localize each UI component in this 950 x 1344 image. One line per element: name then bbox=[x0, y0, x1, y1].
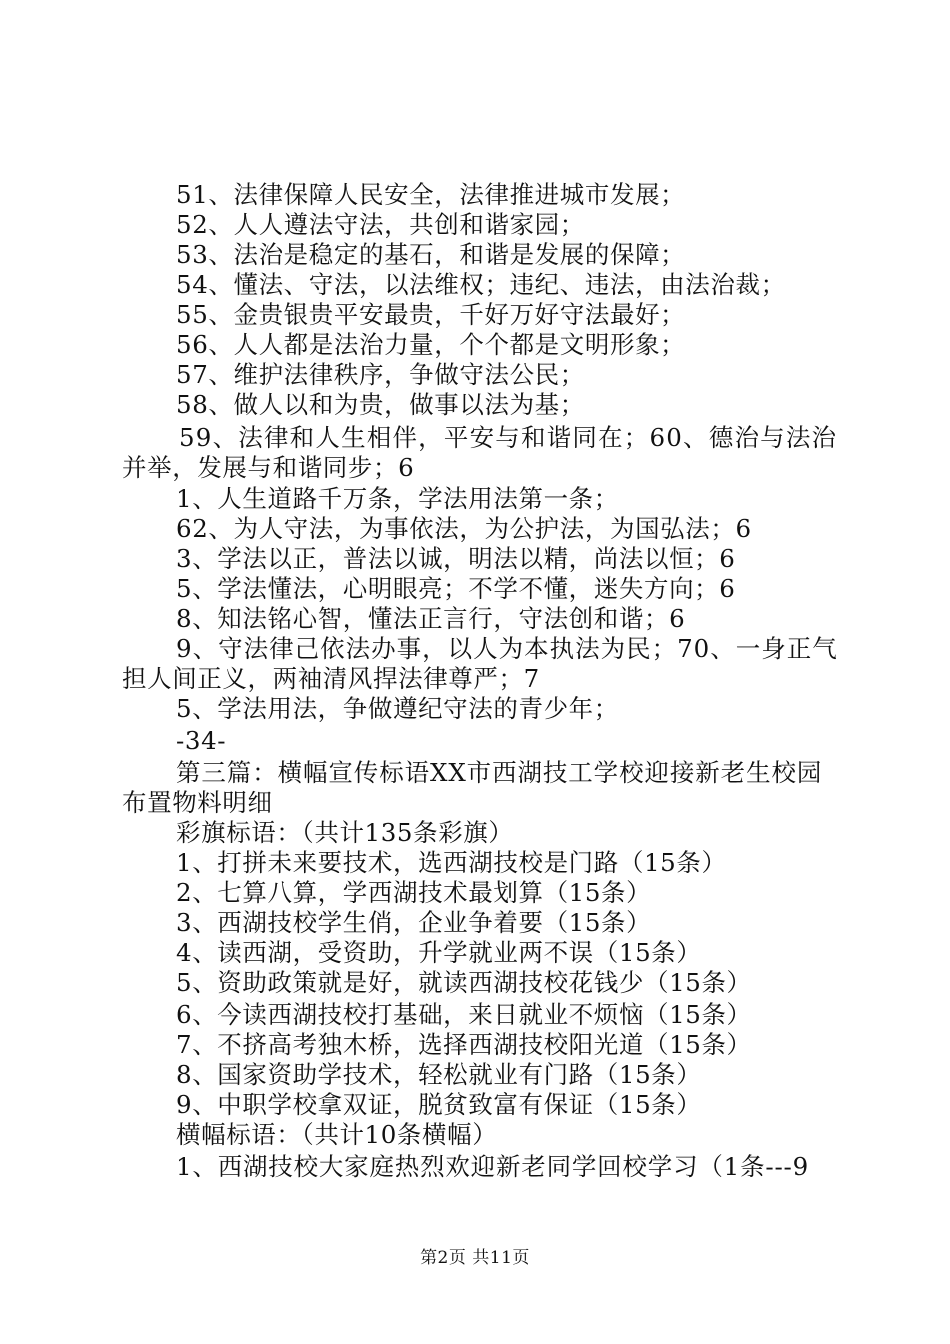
text-line: 6、今读西湖技校打基础，来日就业不烦恼（15条） bbox=[176, 1000, 752, 1029]
text-line: 4、读西湖，受资助，升学就业两不误（15条） bbox=[176, 938, 702, 967]
text-line: 54、懂法、守法，以法维权；违纪、违法，由法治裁； bbox=[176, 270, 786, 299]
text-line: 担人间正义，两袖清风捍法律尊严；7 bbox=[122, 664, 540, 693]
text-line: 1、人生道路千万条，学法用法第一条； bbox=[176, 484, 619, 513]
subheading-banner-slogans: 横幅标语：（共计10条横幅） bbox=[176, 1120, 498, 1149]
subheading-flag-slogans: 彩旗标语：（共计135条彩旗） bbox=[176, 818, 514, 847]
text-line: 58、做人以和为贵，做事以法为基； bbox=[176, 390, 585, 419]
page-marker: -34- bbox=[176, 726, 227, 755]
text-line: 3、学法以正，普法以诚，明法以精，尚法以恒；6 bbox=[176, 544, 736, 573]
text-line: 8、国家资助学技术，轻松就业有门路（15条） bbox=[176, 1060, 702, 1089]
text-line: 5、学法用法，争做遵纪守法的青少年； bbox=[176, 694, 619, 723]
text-line: 5、学法懂法，心明眼亮；不学不懂，迷失方向；6 bbox=[176, 574, 736, 603]
text-line: 57、维护法律秩序，争做守法公民； bbox=[176, 360, 585, 389]
text-line: 并举，发展与和谐同步；6 bbox=[122, 453, 415, 482]
text-line: 51、法律保障人民安全，法律推进城市发展； bbox=[176, 180, 686, 209]
section-heading: 第三篇：横幅宣传标语XX市西湖技工学校迎接新老生校园 bbox=[176, 758, 823, 787]
text-line: 53、法治是稳定的基石，和谐是发展的保障； bbox=[176, 240, 686, 269]
section-heading-continued: 布置物料明细 bbox=[122, 788, 273, 817]
text-line: 1、西湖技校大家庭热烈欢迎新老同学回校学习（1条---9 bbox=[176, 1152, 809, 1181]
text-line: 9、守法律己依法办事，以人为本执法为民；70、一身正气 bbox=[176, 634, 838, 663]
text-line: 3、西湖技校学生俏，企业争着要（15条） bbox=[176, 908, 652, 937]
text-line: 59、法律和人生相伴，平安与和谐同在；60、德治与法治 bbox=[179, 423, 838, 452]
text-line: 52、人人遵法守法，共创和谐家园； bbox=[176, 210, 585, 239]
text-line: 2、七算八算，学西湖技术最划算（15条） bbox=[176, 878, 652, 907]
text-line: 56、人人都是法治力量，个个都是文明形象； bbox=[176, 330, 686, 359]
text-line: 9、中职学校拿双证，脱贫致富有保证（15条） bbox=[176, 1090, 702, 1119]
text-line: 55、金贵银贵平安最贵，千好万好守法最好； bbox=[176, 300, 686, 329]
text-line: 62、为人守法，为事依法，为公护法，为国弘法；6 bbox=[176, 514, 752, 543]
text-line: 5、资助政策就是好，就读西湖技校花钱少（15条） bbox=[176, 968, 752, 997]
text-line: 7、不挤高考独木桥，选择西湖技校阳光道（15条） bbox=[176, 1030, 752, 1059]
text-line: 8、知法铭心智，懂法正言行，守法创和谐；6 bbox=[176, 604, 686, 633]
text-line: 1、打拼未来要技术，选西湖技校是门路（15条） bbox=[176, 848, 727, 877]
page-footer: 第2页 共11页 bbox=[420, 1248, 530, 1268]
